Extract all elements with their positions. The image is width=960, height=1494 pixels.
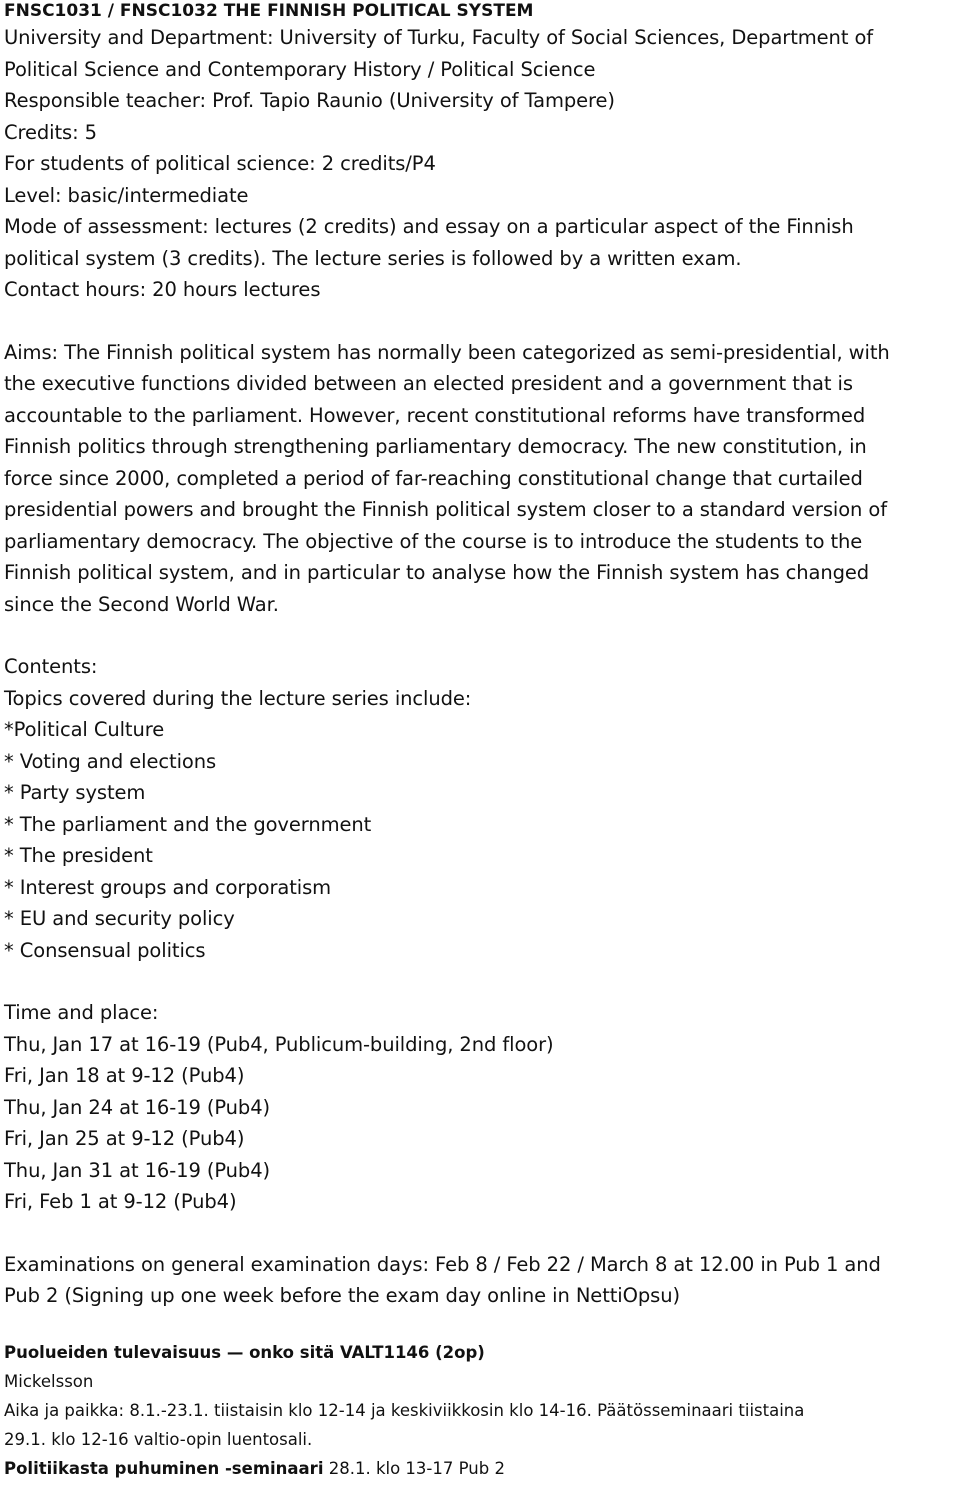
schedule-heading: Time and place: [4,1001,159,1024]
info-line: political system (3 credits). The lecture series is followed by a written exam. [4,246,742,270]
session-item: Fri, Jan 25 at 9-12 (Pub4) [4,1127,245,1150]
info-line: Contact hours: 20 hours lectures [4,278,321,301]
course2-section [4,1338,960,1454]
spacer [4,1218,960,1249]
topic-item: * Consensual politics [4,938,206,962]
course-info [4,22,960,306]
aims-line: Finnish political system, and in particular to analyse how the Finnish system has changed [4,561,870,584]
exam-line: Pub 2 (Signing up one week before the exam day online in NettiOpsu) [4,1284,680,1307]
course2-detail: Aika ja paikka: 8.1.-23.1. tiistaisin klo 12-14 ja keskiviikkosin klo 14-16. Päätösseminaari tiistaina [4,1400,805,1420]
topic-item: * Interest groups and corporatism [4,875,332,899]
course2-detail: 29.1. klo 12-16 valtio-opin luentosali. [4,1429,313,1449]
info-line: Responsible teacher: Prof. Tapio Raunio (University of Tampere) [4,89,615,112]
info-line: Political Science and Contemporary History / Political Science [4,57,596,81]
course3-section [4,1454,960,1483]
course3-title: Politiikasta puhuminen -seminaari [4,1458,324,1478]
course-title: FNSC1031 / FNSC1032 THE FINNISH POLITICAL SYSTEM [4,1,534,21]
aims-line: presidential powers and brought the Finnish political system closer to a standard version of [4,498,887,521]
topic-item: * Party system [4,781,146,804]
spacer [4,620,960,651]
topic-item: * EU and security policy [4,907,235,930]
contents-section [4,651,960,966]
exam-line: Examinations on general examination days: Feb 8 / Feb 22 / March 8 at 12.00 in Pub 1 and [4,1252,881,1276]
exams-section [4,1249,960,1312]
info-line: Level: basic/intermediate [4,183,249,207]
spacer [4,306,960,337]
session-item: Fri, Feb 1 at 9-12 (Pub4) [4,1190,237,1213]
topic-item: * The president [4,844,153,867]
spacer [4,1312,960,1338]
session-item: Thu, Jan 31 at 16-19 (Pub4) [4,1158,271,1182]
aims-line: force since 2000, completed a period of far-reaching constitutional change that curtailed [4,466,863,490]
aims-line: Aims: The Finnish political system has normally been categorized as semi-presidential, with [4,340,890,364]
aims-paragraph [4,337,960,621]
topic-item: * The parliament and the government [4,812,372,836]
info-line: For students of political science: 2 credits/P4 [4,152,436,175]
info-line: Mode of assessment: lectures (2 credits) and essay on a particular aspect of the Finnish [4,215,854,238]
course2-title-text: Puolueiden tulevaisuus — onko sitä VALT1146 (2op) [4,1342,485,1362]
aims-line: Finnish politics through strengthening parliamentary democracy. The new constitution, in [4,435,867,458]
contents-intro: Topics covered during the lecture series include: [4,686,472,710]
session-item: Fri, Jan 18 at 9-12 (Pub4) [4,1064,245,1087]
aims-line: accountable to the parliament. However, recent constitutional reforms have transformed [4,403,866,427]
course2-title [4,1338,960,1367]
aims-line: the executive functions divided between an elected president and a government that is [4,372,853,395]
course2-teacher: Mickelsson [4,1371,94,1391]
aims-line: parliamentary democracy. The objective of the course is to introduce the students to the [4,529,863,553]
schedule-section [4,997,960,1218]
topic-item: * Voting and elections [4,749,217,773]
session-item: Thu, Jan 17 at 16-19 (Pub4, Publicum-building, 2nd floor) [4,1032,554,1056]
topic-item: *Political Culture [4,718,165,741]
contents-heading: Contents: [4,655,98,678]
session-item: Thu, Jan 24 at 16-19 (Pub4) [4,1095,271,1119]
info-line: University and Department: University of Turku, Faculty of Social Sciences, Department of [4,26,874,49]
aims-line: since the Second World War. [4,592,279,616]
info-line: Credits: 5 [4,120,97,144]
course3-detail: 28.1. klo 13-17 Pub 2 [323,1458,505,1478]
spacer [4,966,960,997]
